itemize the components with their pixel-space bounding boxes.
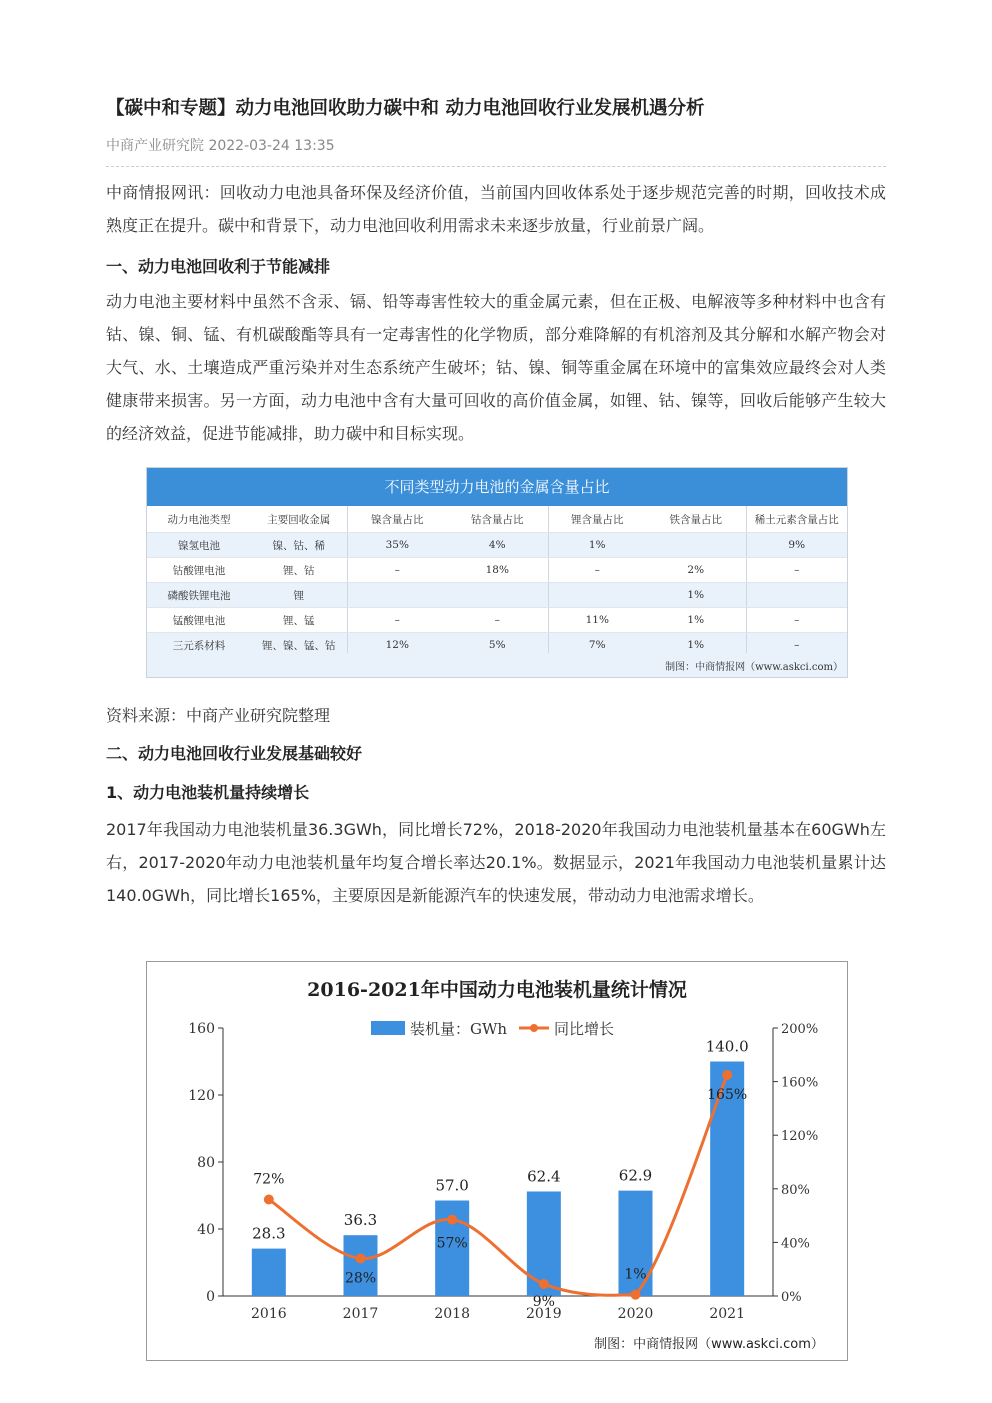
metal-content-table-figure bbox=[146, 467, 848, 678]
growth-point bbox=[447, 1215, 457, 1225]
table-cell bbox=[347, 583, 447, 608]
bar-data-label: 140.0 bbox=[705, 1037, 749, 1056]
table-cell: 磷酸铁锂电池 bbox=[147, 583, 251, 608]
table-cell: – bbox=[347, 608, 447, 633]
growth-data-label: 9% bbox=[532, 1293, 555, 1310]
left-axis-tick-label: 80 bbox=[197, 1155, 215, 1171]
table-header-cell: 钴含量占比 bbox=[447, 506, 548, 533]
bar-data-label: 36.3 bbox=[343, 1211, 378, 1230]
bar-data-label: 28.3 bbox=[252, 1224, 286, 1243]
x-axis-tick-label: 2019 bbox=[526, 1306, 562, 1322]
left-axis-tick-label: 0 bbox=[206, 1289, 215, 1305]
table-cell: 4% bbox=[447, 533, 548, 558]
growth-data-label: 28% bbox=[344, 1270, 377, 1287]
growth-data-label: 1% bbox=[624, 1266, 647, 1283]
table-header-cell: 稀土元素含量占比 bbox=[746, 506, 847, 533]
legend-bar-swatch bbox=[371, 1021, 405, 1035]
chart-credit: 制图：中商情报网（www.askci.com） bbox=[594, 1337, 824, 1352]
left-axis-tick-label: 160 bbox=[188, 1021, 215, 1037]
table-cell: 锂、钴 bbox=[251, 558, 347, 583]
table-cell: 5% bbox=[447, 633, 548, 658]
right-axis-tick-label: 120% bbox=[781, 1129, 819, 1145]
right-axis-tick-label: 200% bbox=[781, 1022, 819, 1037]
table-row bbox=[147, 558, 847, 583]
legend-line-marker bbox=[530, 1024, 538, 1032]
table-cell bbox=[447, 583, 548, 608]
table-row bbox=[147, 583, 847, 608]
table-cell: 1% bbox=[646, 633, 746, 658]
growth-point bbox=[356, 1253, 366, 1263]
growth-line bbox=[269, 1075, 727, 1295]
left-axis-tick-label: 120 bbox=[188, 1088, 215, 1104]
table-cell: 钴酸锂电池 bbox=[147, 558, 251, 583]
table-cell: 18% bbox=[447, 558, 548, 583]
paragraph-2: 2017年我国动力电池装机量36.3GWh，同比增长72%，2018-2020年我国动力电池装机量基本在60GWh左右，2017-2020年动力电池装机量年均复合增长率达20.1%。数据显示，2021年我国动力电池装机量累计达140.0GWh，同比增长165%，主要原因是新能源汽车的快速发展，带动动力电池需求增长。 bbox=[106, 820, 886, 905]
table-cell bbox=[746, 583, 847, 608]
right-axis-tick-label: 0% bbox=[781, 1290, 802, 1305]
x-axis-tick-label: 2016 bbox=[251, 1306, 287, 1322]
right-axis-tick-label: 160% bbox=[781, 1075, 819, 1091]
table-row bbox=[147, 608, 847, 633]
x-axis-tick-label: 2017 bbox=[342, 1306, 379, 1322]
bar bbox=[344, 1235, 378, 1296]
growth-data-label: 72% bbox=[253, 1171, 285, 1188]
article-meta: 中商产业研究院 2022-03-24 13:35 bbox=[106, 138, 335, 154]
table-cell: – bbox=[548, 558, 646, 583]
table-cell bbox=[646, 533, 746, 558]
table-cell: – bbox=[746, 558, 847, 583]
x-axis-tick-label: 2020 bbox=[617, 1306, 654, 1322]
table-cell: – bbox=[746, 608, 847, 633]
growth-point bbox=[631, 1290, 641, 1300]
bar-series bbox=[252, 1038, 749, 1297]
right-axis-tick-label: 40% bbox=[781, 1236, 810, 1252]
right-axis-tick-label: 80% bbox=[781, 1182, 810, 1198]
bar-data-label: 57.0 bbox=[435, 1176, 469, 1195]
table-cell: 7% bbox=[548, 633, 646, 658]
subsection-heading-1: 1、动力电池装机量持续增长 bbox=[106, 783, 310, 802]
growth-point bbox=[264, 1195, 274, 1205]
table-cell: 35% bbox=[347, 533, 447, 558]
table-cell: – bbox=[347, 558, 447, 583]
table-row bbox=[147, 533, 847, 558]
intro-paragraph: 中商情报网讯：回收动力电池具备环保及经济价值，当前国内回收体系处于逐步规范完善的时期，回收技术成熟度正在提升。碳中和背景下，动力电池回收利用需求未来逐步放量，行业前景广阔。 bbox=[106, 183, 886, 235]
chart-legend bbox=[371, 1020, 614, 1038]
legend-line-label: 同比增长 bbox=[554, 1020, 615, 1038]
table-cell: 1% bbox=[548, 533, 646, 558]
table-figure-title: 不同类型动力电池的金属含量占比 bbox=[147, 468, 847, 506]
growth-point bbox=[539, 1279, 549, 1289]
article-title: 【碳中和专题】动力电池回收助力碳中和 动力电池回收行业发展机遇分析 bbox=[106, 98, 705, 119]
table-cell: 1% bbox=[646, 583, 746, 608]
table-cell: 2% bbox=[646, 558, 746, 583]
table-cell: 镍氢电池 bbox=[147, 533, 251, 558]
table-cell: – bbox=[746, 633, 847, 658]
battery-installation-chart-figure bbox=[146, 961, 848, 1361]
table-cell: 9% bbox=[746, 533, 847, 558]
table-cell bbox=[548, 583, 646, 608]
table-header-cell: 锂含量占比 bbox=[548, 506, 646, 533]
section-heading-1: 一、动力电池回收利于节能减排 bbox=[106, 257, 331, 276]
growth-data-label: 57% bbox=[436, 1235, 468, 1252]
table-cell: 锂、镍、锰、钴 bbox=[251, 633, 347, 658]
table-credit: 制图：中商情报网（www.askci.com） bbox=[665, 662, 843, 673]
bar-data-label: 62.4 bbox=[527, 1167, 561, 1186]
left-axis-tick-label: 40 bbox=[197, 1222, 215, 1238]
battery-installation-chart bbox=[147, 962, 847, 1360]
bar-data-label: 62.9 bbox=[618, 1166, 653, 1185]
paragraph-1: 动力电池主要材料中虽然不含汞、镉、铅等毒害性较大的重金属元素，但在正极、电解液等多种材料中也含有钴、镍、铜、锰、有机碳酸酯等具有一定毒害性的化学物质，部分难降解的有机溶剂及其分解和水解产物会对大气、水、土壤造成严重污染并对生态系统产生破坏；钴、镍、铜等重金属在环境中的富集效应最终会对人类健康带来损害。另一方面，动力电池中含有大量可回收的高价值金属，如锂、钴、镍等，回收后能够产生较大的经济效益，促进节能减排，助力碳中和目标实现。 bbox=[106, 292, 886, 443]
table-header-cell: 铁含量占比 bbox=[646, 506, 746, 533]
growth-data-label: 165% bbox=[707, 1086, 748, 1103]
metal-content-table bbox=[147, 506, 847, 658]
table-cell: 1% bbox=[646, 608, 746, 633]
table-header-row bbox=[147, 506, 847, 533]
table-header-cell: 主要回收金属 bbox=[251, 506, 347, 533]
x-axis-tick-label: 2018 bbox=[434, 1306, 470, 1322]
table-cell: 锂、锰 bbox=[251, 608, 347, 633]
bar bbox=[252, 1249, 286, 1296]
table-cell: 三元系材料 bbox=[147, 633, 251, 658]
section-heading-2: 二、动力电池回收行业发展基础较好 bbox=[106, 744, 363, 763]
divider bbox=[106, 166, 886, 167]
chart-title: 2016-2021年中国动力电池装机量统计情况 bbox=[307, 979, 687, 1001]
table-cell: 镍、钴、稀 bbox=[251, 533, 347, 558]
table-header-cell: 动力电池类型 bbox=[147, 506, 251, 533]
source-note: 资料来源：中商产业研究院整理 bbox=[106, 706, 331, 725]
x-axis-tick-label: 2021 bbox=[709, 1306, 745, 1322]
line-series bbox=[253, 1070, 747, 1310]
growth-point bbox=[722, 1070, 732, 1080]
table-cell: 锂 bbox=[251, 583, 347, 608]
table-cell: 12% bbox=[347, 633, 447, 658]
table-header-cell: 镍含量占比 bbox=[347, 506, 447, 533]
table-cell: 锰酸锂电池 bbox=[147, 608, 251, 633]
legend-bar-label: 装机量：GWh bbox=[410, 1020, 508, 1038]
table-cell: – bbox=[447, 608, 548, 633]
table-cell: 11% bbox=[548, 608, 646, 633]
